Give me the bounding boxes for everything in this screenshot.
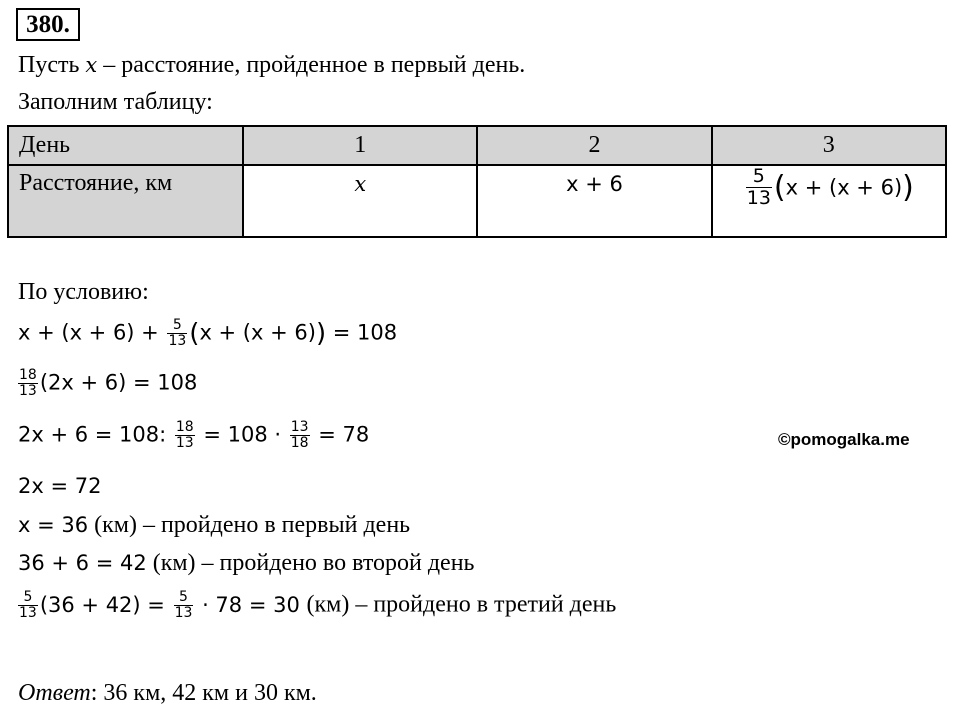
frac-den: 13 — [174, 605, 193, 621]
frac-num: 13 — [290, 419, 309, 435]
watermark: ©pomogalka.me — [778, 430, 910, 449]
table-row — [8, 165, 946, 237]
table-head-2: 2 — [477, 126, 711, 165]
eq7-right: · 78 = 30 — [195, 592, 300, 617]
frac-den: 13 — [175, 435, 194, 451]
eq3-frac1 — [175, 420, 195, 451]
eq7-mid: (36 + 42) = — [39, 592, 172, 617]
frac-den: 13 — [19, 383, 37, 399]
answer-text: : 36 км, 42 км и 30 км. — [90, 680, 317, 706]
table-row2-label: Расстояние, км — [8, 165, 243, 237]
eq3-left: 2x + 6 = 108: — [18, 422, 173, 447]
eq7-frac2 — [174, 590, 194, 621]
equation-2 — [18, 368, 197, 399]
cell-day3-expr: x + (x + 6) — [785, 175, 903, 200]
table-row — [8, 126, 946, 165]
equation-5 — [18, 512, 410, 539]
cell-day3-frac — [746, 166, 772, 209]
paren-open: ( — [773, 170, 786, 205]
cell-day2-expr: x + 6 — [566, 172, 623, 196]
frac-num: 18 — [175, 419, 194, 435]
table-cell-day2 — [477, 165, 711, 237]
frac-num: 5 — [174, 590, 194, 606]
condition-line: По условию: — [18, 279, 149, 305]
table-row1-label: День — [8, 126, 243, 165]
frac-den: 13 — [19, 605, 37, 621]
paren-close: ) — [315, 318, 327, 349]
eq5-math: x = 36 — [18, 513, 89, 537]
intro-var: x — [85, 53, 98, 77]
equation-7 — [18, 590, 616, 621]
fill-table-line: Заполним таблицу: — [18, 89, 213, 115]
answer-label: Ответ — [18, 680, 91, 706]
eq6-math: 36 + 6 = 42 — [18, 551, 147, 575]
eq7-frac1 — [18, 590, 38, 621]
frac-num: 5 — [167, 318, 187, 334]
paren-close: ) — [902, 170, 914, 205]
cell-day1-expr: x — [354, 172, 367, 196]
equation-6 — [18, 550, 475, 577]
eq7-text: (км) – пройдено в третий день — [306, 591, 617, 618]
frac-den: 13 — [168, 333, 187, 349]
frac-num: 5 — [18, 590, 38, 606]
eq1-right: = 108 — [326, 320, 398, 345]
intro-pre: Пусть — [18, 52, 86, 78]
table-cell-day3 — [712, 165, 946, 237]
frac-num: 18 — [19, 367, 37, 383]
eq3-frac2 — [290, 420, 310, 451]
eq2-frac — [18, 368, 38, 399]
eq5-text: (км) – пройдено в первый день — [88, 512, 411, 538]
answer-line — [18, 680, 317, 707]
intro-line — [18, 52, 525, 79]
paren-open: ( — [189, 318, 200, 349]
eq6-text: (км) – пройдено во второй день — [146, 550, 475, 576]
frac-num: 5 — [746, 166, 772, 188]
equation-3 — [18, 420, 369, 451]
frac-den: 13 — [746, 187, 771, 209]
table-head-1: 1 — [243, 126, 477, 165]
eq2-rest: (2x + 6) = 108 — [39, 370, 198, 395]
intro-post: – расстояние, пройденное в первый день. — [97, 52, 526, 78]
eq1-frac — [167, 318, 187, 349]
table-cell-day1 — [243, 165, 477, 237]
table-head-3: 3 — [712, 126, 946, 165]
frac-den: 18 — [290, 435, 309, 451]
eq3-right: = 78 — [311, 422, 370, 447]
distance-table — [7, 125, 947, 238]
equation-4: 2x = 72 — [18, 474, 102, 498]
equation-1 — [18, 318, 397, 349]
eq1-paren-expr: x + (x + 6) — [199, 320, 316, 345]
eq3-mid: = 108 · — [196, 422, 288, 447]
eq1-left: x + (x + 6) + — [18, 320, 166, 345]
problem-number: 380. — [16, 8, 80, 41]
